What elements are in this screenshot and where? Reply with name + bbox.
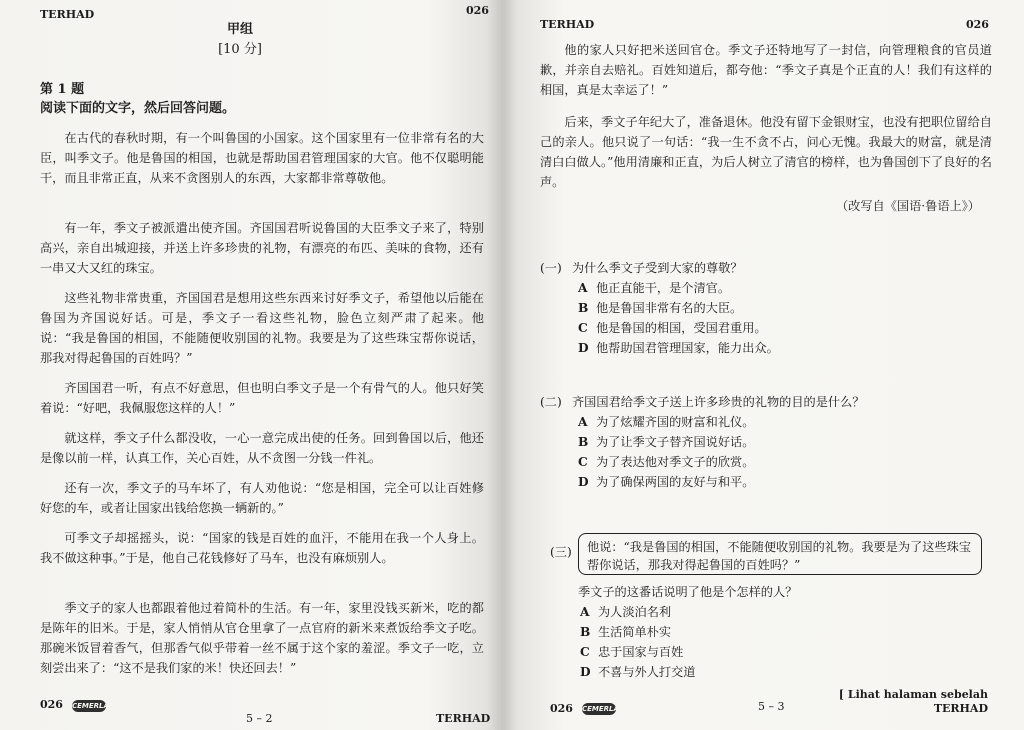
- question-number: (二): [540, 395, 562, 409]
- option-text: 为了确保两国的友好与和平。: [596, 475, 755, 489]
- question-3: [578, 582, 998, 682]
- passage-paragraph: 这些礼物非常贵重，齐国国君是想用这些东西来讨好季文子，希望他以后能在鲁国为齐国说好话。可是，季文子一看这些礼物，脸色立刻严肃了起来。他说：“我是鲁国的相国，不能随便收别国的礼物。我要是为了这些珠宝帮你说话，那我对得起鲁国的百姓吗？”: [40, 291, 484, 365]
- question-text: 为什么季文子受到大家的尊敬？: [572, 261, 743, 275]
- footer-paper-code: 026: [40, 698, 63, 711]
- passage-paragraph: 就这样，季文子什么都没收，一心一意完成出使的任务。回到鲁国以后，他还是像以前一样，认真工作，关心百姓，从不贪图一分钱一件礼。: [40, 431, 484, 465]
- header-paper-code: 026: [966, 18, 989, 31]
- quote-box: 他说：“我是鲁国的相国，不能随便收别国的礼物。我要是为了这些珠宝帮你说话，那我对得起鲁国的百姓吗？”: [578, 533, 982, 575]
- passage-paragraph: 有一年，季文子被派遣出使齐国。齐国国君听说鲁国的大臣季文子来了，特别高兴，亲自出城迎接，并送上许多珍贵的礼物，有漂亮的布匹、美味的食物，还有一串又大又红的珠宝。: [40, 221, 484, 275]
- header-classification: TERHAD: [40, 8, 95, 21]
- answer-option[interactable]: [580, 642, 998, 662]
- question-2: [540, 392, 992, 492]
- footer-paper-code: 026: [550, 702, 573, 715]
- question-1: [540, 258, 992, 358]
- answer-option[interactable]: [578, 412, 992, 432]
- option-text: 为人淡泊名利: [598, 605, 672, 619]
- passage-paragraph: 可季文子却摇摇头，说：“国家的钱是百姓的血汗，不能用在我一个人身上。我不做这种事。”于是，他自己花钱修好了马车，也没有麻烦别人。: [40, 531, 484, 565]
- left-page: [0, 0, 502, 730]
- answer-option[interactable]: [578, 318, 992, 338]
- publisher-logo: CEMERLANG: [72, 702, 121, 710]
- question-text: 季文子的这番话说明了他是个怎样的人？: [578, 585, 798, 599]
- section-marks: [10 分]: [218, 42, 262, 57]
- option-letter: C: [578, 455, 588, 469]
- option-letter: B: [578, 301, 589, 315]
- option-letter: D: [578, 475, 589, 489]
- option-text: 他是鲁国非常有名的大臣。: [596, 301, 743, 315]
- option-text: 为了炫耀齐国的财富和礼仪。: [596, 415, 755, 429]
- answer-option[interactable]: [578, 298, 992, 318]
- option-letter: B: [580, 625, 591, 639]
- question-text: 齐国国君给季文子送上许多珍贵的礼物的目的是什么？: [572, 395, 865, 409]
- option-text: 忠于国家与百姓: [598, 645, 684, 659]
- footer-page-number: 5 – 3: [758, 700, 785, 713]
- question-instruction: 阅读下面的文字，然后回答问题。: [40, 101, 236, 116]
- question-heading: [40, 80, 235, 118]
- turn-page-note: [ Lihat halaman sebelah: [838, 688, 988, 701]
- option-letter: A: [580, 605, 590, 619]
- answer-option[interactable]: [580, 622, 998, 642]
- answer-option[interactable]: [578, 338, 992, 358]
- option-letter: D: [578, 341, 589, 355]
- option-letter: B: [578, 435, 589, 449]
- option-letter: C: [580, 645, 590, 659]
- option-text: 他是鲁国的相国，受国君重用。: [596, 321, 767, 335]
- passage-paragraph: 后来，季文子年纪大了，准备退休。他没有留下金银财宝，也没有把职位留给自己的亲人。他只说了一句话：“我一生不贪不占，问心无愧。我最大的财富，就是清清白白做人。”他用清廉和正直，为后人树立了清官的榜样，也为鲁国创下了良好的名声。: [540, 115, 992, 189]
- footer-classification: TERHAD: [933, 702, 988, 715]
- header-paper-code: 026: [466, 4, 489, 17]
- footer-page-number: 5 – 2: [246, 712, 273, 725]
- passage-paragraph: 还有一次，季文子的马车坏了，有人劝他说：“您是相国，完全可以让百姓修好您的车，或者让国家出钱给您换一辆新的。”: [40, 481, 484, 515]
- option-text: 他帮助国君管理国家，能力出众。: [596, 341, 779, 355]
- passage-paragraph: 在古代的春秋时期，有一个叫鲁国的小国家。这个国家里有一位非常有名的大臣，叫季文子。他是鲁国的相国，也就是帮助国君管理国家的大官。他不仅聪明能干，而且非常正直，从来不贪图别人的东西，大家都非常尊敬他。: [40, 131, 484, 185]
- option-text: 为了表达他对季文子的欣赏。: [596, 455, 755, 469]
- footer-classification: TERHAD: [436, 712, 491, 725]
- option-text: 为了让季文子替齐国说好话。: [596, 435, 755, 449]
- option-text: 生活简单朴实: [598, 625, 672, 639]
- header-classification: TERHAD: [540, 18, 595, 31]
- question-number: 第 1 题: [40, 82, 85, 97]
- publisher-logo: CEMERLANG: [582, 705, 631, 713]
- answer-option[interactable]: [578, 452, 992, 472]
- answer-option[interactable]: [578, 432, 992, 452]
- answer-option[interactable]: [580, 602, 998, 622]
- footer-note-block: [839, 688, 988, 716]
- passage-source: （改写自《国语·鲁语上》）: [835, 199, 980, 213]
- passage-paragraph: 齐国国君一听，有点不好意思，但也明白季文子是一个有骨气的人。他只好笑着说：“好吧，我佩服您这样的人！”: [40, 381, 484, 415]
- question-stem: [540, 392, 992, 412]
- option-text: 不喜与外人打交道: [598, 665, 696, 679]
- answer-option[interactable]: [580, 662, 998, 682]
- passage-paragraph: 他的家人只好把米送回官仓。季文子还特地写了一封信，向管理粮食的官员道歉，并亲自去赔礼。百姓知道后，都夸他：“季文子真是个正直的人！我们有这样的相国，真是太幸运了！”: [540, 43, 992, 97]
- option-letter: D: [580, 665, 591, 679]
- option-letter: C: [578, 321, 588, 335]
- answer-option[interactable]: [578, 278, 992, 298]
- question-number: (三): [550, 545, 572, 559]
- question-stem: [540, 258, 992, 278]
- section-title: 甲组: [226, 22, 253, 37]
- answer-option[interactable]: [578, 472, 992, 492]
- option-letter: A: [578, 281, 588, 295]
- option-text: 他正直能干，是个清官。: [596, 281, 731, 295]
- question-number: (一): [540, 261, 562, 275]
- passage-paragraph: 季文子的家人也都跟着他过着简朴的生活。有一年，家里没钱买新米，吃的都是陈年的旧米。于是，家人悄悄从官仓里拿了一点官府的新米来煮饭给季文子吃。那碗米饭冒着香气，但那香气似乎带着一丝不属于这个家的羞涩。季文子一吃，立刻尝出来了：“这不是我们家的米！快还回去！”: [40, 601, 484, 675]
- option-letter: A: [578, 415, 588, 429]
